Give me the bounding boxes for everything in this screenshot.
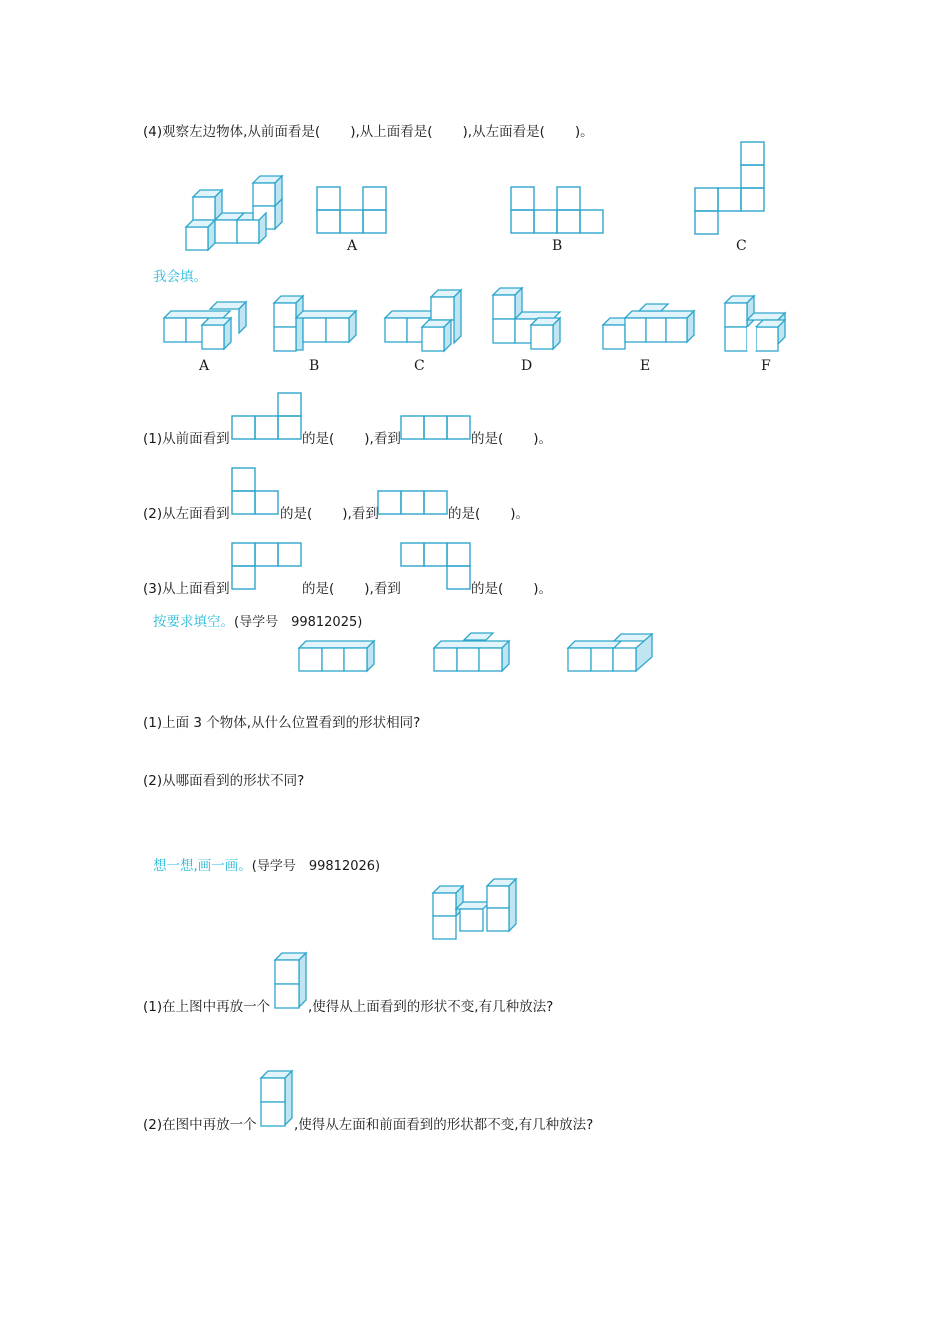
s1-q2-end: 的是( )。 [448,506,530,522]
object-label: C [414,358,425,374]
s1-q1-start: (1)从前面看到 [143,431,230,447]
s1-q2-mid: 的是( ),看到 [280,506,379,522]
object-label: F [761,358,771,374]
s3-q1-start: (1)在上图中再放一个 [143,999,271,1015]
object-label: D [521,358,533,374]
s1-q1-end: 的是( )。 [471,431,553,447]
s2-q2: (2)从哪面看到的形状不同? [143,773,305,789]
object-label: B [309,358,320,374]
object-label: E [640,358,651,374]
s1-q3-start: (3)从上面看到 [143,581,230,597]
s2-q1: (1)上面 3 个物体,从什么位置看到的形状相同? [143,715,421,731]
s1-q1-mid: 的是( ),看到 [302,431,401,447]
s1-q3-mid: 的是( ),看到 [302,581,401,597]
s1-q2-start: (2)从左面看到 [143,506,230,522]
guide-ref: (导学号 99812025) [234,615,363,630]
guide-ref: (导学号 99812026) [251,859,381,874]
s3-q1-end: ,使得从上面看到的形状不变,有几种放法? [308,999,554,1015]
q4-option-label: B [552,238,563,254]
s3-q2-end: ,使得从左面和前面看到的形状都不变,有几种放法? [294,1117,594,1133]
s1-q3-end: 的是( )。 [471,581,553,597]
q4-option-label: C [736,238,747,254]
section-heading: 按要求填空。 [153,614,234,630]
s3-q2-start: (2)在图中再放一个 [143,1117,257,1133]
section-heading: 我会填。 [153,269,207,285]
q4-text: (4)观察左边物体,从前面看是( ),从上面看是( ),从左面看是( )。 [143,124,594,140]
object-label: A [199,358,210,374]
section-heading: 想一想,画一画。 [153,858,252,874]
q4-option-label: A [347,238,358,254]
